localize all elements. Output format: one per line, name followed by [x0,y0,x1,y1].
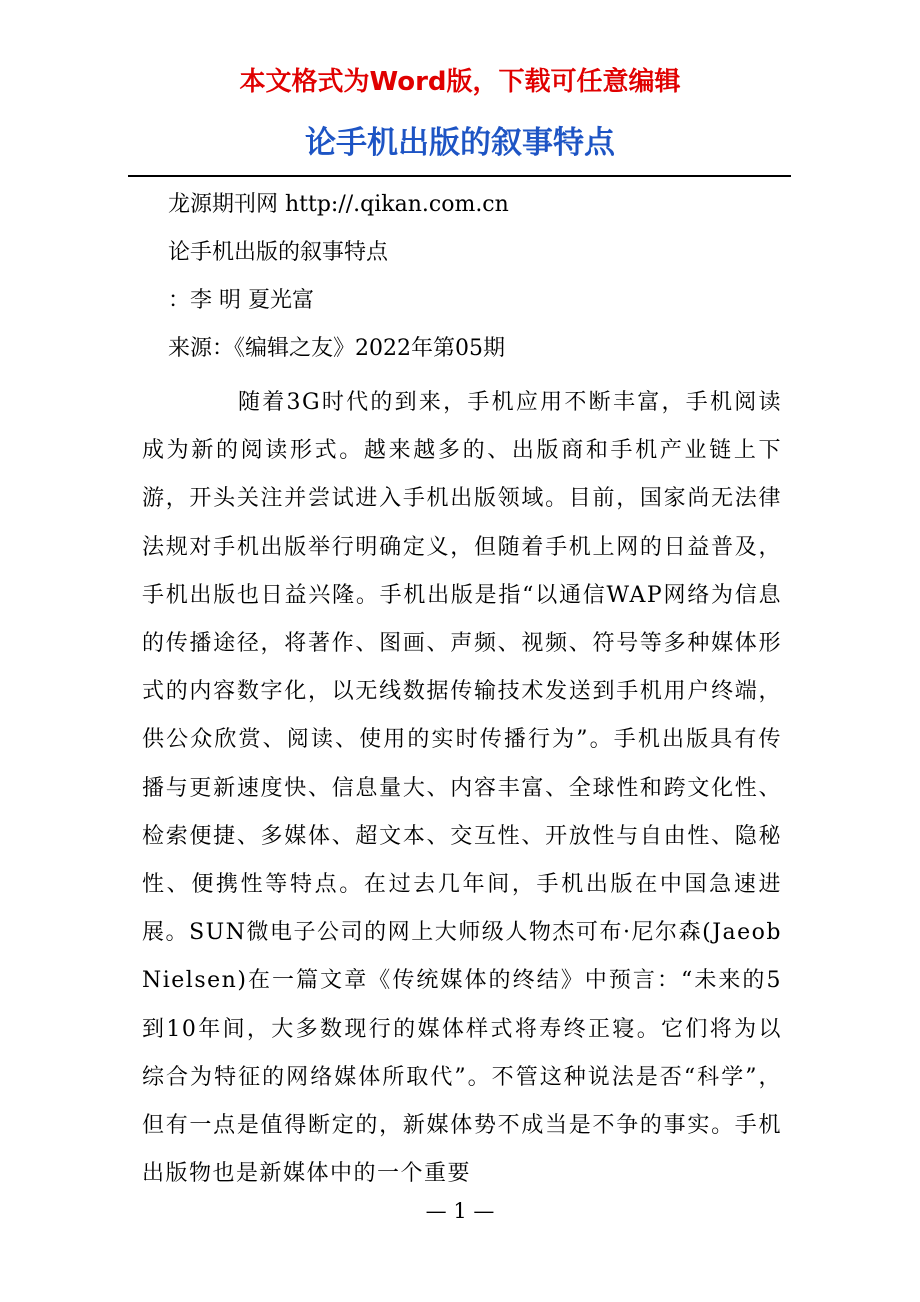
article-title-line: 论手机出版的叙事特点 [168,240,389,265]
word-format-banner: 本文格式为Word版，下载可任意编辑 [239,67,681,97]
document-title: 论手机出版的叙事特点 [305,125,615,161]
journal-source-line: 来源：《编辑之友》2022年第05期 [168,336,505,361]
source-site-line: 龙源期刊网 http://.qikan.com.cn [168,192,509,217]
authors-line: ：李 明 夏光富 [168,288,314,313]
page-number: — 1 — [425,1199,495,1223]
title-divider [128,175,791,177]
body-paragraph: 随着3G时代的到来，手机应用不断丰富，手机阅读成为新的阅读形式。越来越多的、出版商和手机产业链上下游，开头关注并尝试进入手机出版领域。目前，国家尚无法律法规对手机出版举行明确定义，但随着手机上网的日益普及，手机出版也日益兴隆。手机出版是指“以通信WAP网络为信息的传播途径，将著作、图画、声频、视频、符号等多种媒体形式的内容数字化，以无线数据传输技术发送到手机用户终端，供公众欣赏、阅读、使用的实时传播行为”。手机出版具有传播与更新速度快、信息量大、内容丰富、全球性和跨文化性、检索便捷、多媒体、超文本、交互性、开放性与自由性、隐秘性、便携性等特点。在过去几年间，手机出版在中国急速进展。SUN微电子公司的网上大师级人物杰可布·尼尔森(Jaeob Nielsen)在一篇文章《传统媒体的终结》中预言：“未来的5到10年间，大多数现行的媒体样式将寿终正寝。它们将为以综合为特征的网络媒体所取代”。不管这种说法是否“科学”，但有一点是值得断定的，新媒体势不成当是不争的事实。手机出版物也是新媒体中的一个重要 [142,390,782,1187]
